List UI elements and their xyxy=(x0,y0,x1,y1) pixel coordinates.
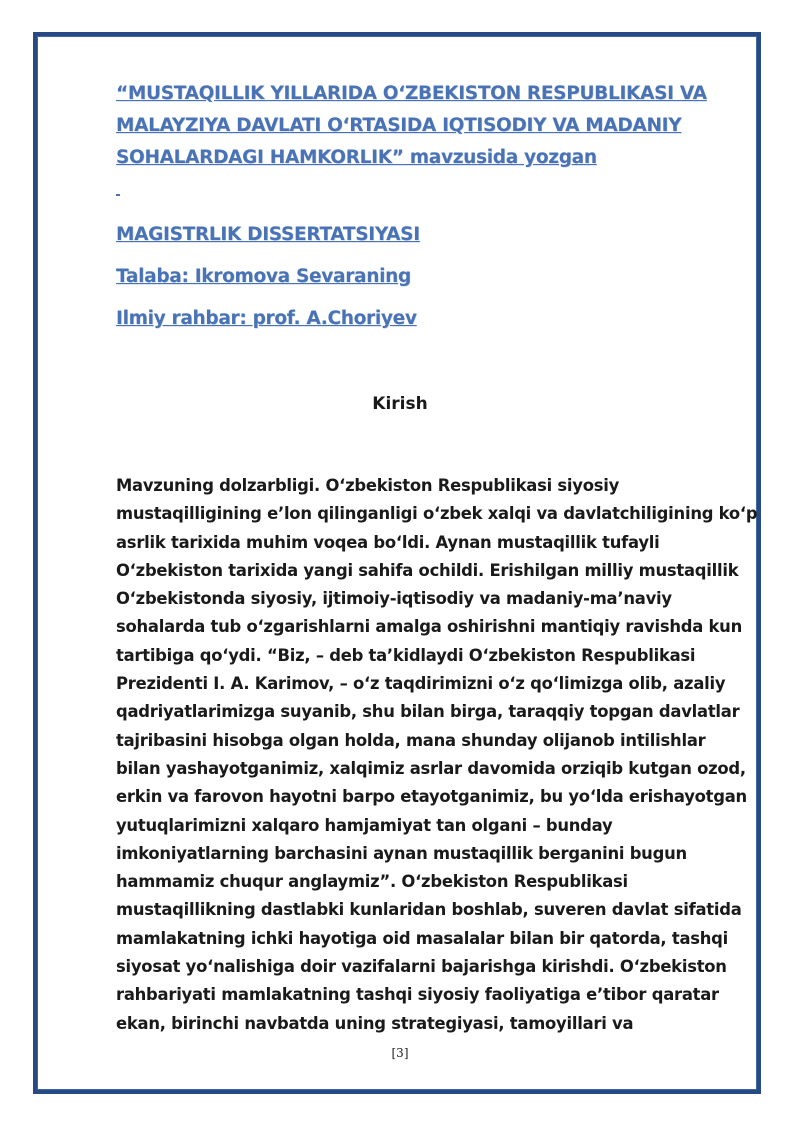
body-line: mustaqillikning dastlabki kunlaridan boshlab, suveren davlat sifatida xyxy=(116,900,742,920)
page-number: [3] xyxy=(391,1046,409,1060)
body-line: tajribasini hisobga olgan holda, mana shunday olijanob intilishlar xyxy=(116,730,706,750)
thesis-title-link[interactable] xyxy=(116,78,756,174)
doc-type-link[interactable]: MAGISTRLIK DISSERTATSIYASI xyxy=(116,224,420,245)
body-line: asrlik tarixida muhim voqea bo‘ldi. Aynan mustaqillik tufayli xyxy=(116,532,660,552)
body-paragraph xyxy=(116,472,758,1038)
supervisor-link[interactable]: Ilmiy rahbar: prof. A.Choriyev xyxy=(116,308,417,329)
section-heading: Kirish xyxy=(372,394,428,414)
body-line: mamlakatning ichki hayotiga oid masalalar bilan bir qatorda, tashqi xyxy=(116,928,729,948)
body-line: imkoniyatlarning barchasini aynan mustaqillik berganini bugun xyxy=(116,843,687,863)
body-line: yutuqlarimizni xalqaro hamjamiyat tan olgani – bunday xyxy=(116,815,613,835)
body-line: hammamiz chuqur anglaymiz”. O‘zbekiston Respublikasi xyxy=(116,872,628,892)
body-line: tartibiga qo‘ydi. “Biz, – deb ta’kidlaydi O‘zbekiston Respublikasi xyxy=(116,645,696,665)
student-link[interactable]: Talaba: Ikromova Sevaraning xyxy=(116,266,411,287)
title-line-3: SOHALARDAGI HAMKORLIK” mavzusida yozgan xyxy=(116,147,597,168)
body-line: rahbariyati mamlakatning tashqi siyosiy faoliyatiga e’tibor qaratar xyxy=(116,985,719,1005)
title-line-1: “MUSTAQILLIK YILLARIDA O‘ZBEKISTON RESPUBLIKASI VA xyxy=(116,83,707,104)
body-line: sohalarda tub o‘zgarishlarni amalga oshirishni mantiqiy ravishda kun xyxy=(116,617,743,637)
body-line: mustaqilligining e’lon qilinganligi o‘zbek xalqi va davlatchiligining ko‘p xyxy=(116,504,758,524)
body-line: qadriyatlarimizga suyanib, shu bilan birga, taraqqiy topgan davlatlar xyxy=(116,702,740,722)
title-line-2: MALAYZIYA DAVLATI O‘RTASIDA IQTISODIY VA MADANIY xyxy=(116,115,682,136)
title-block xyxy=(116,78,756,334)
body-line: ekan, birinchi navbatda uning strategiyasi, tamoyillari va xyxy=(116,1013,634,1033)
body-line: O‘zbekiston tarixida yangi sahifa ochildi. Erishilgan milliy mustaqillik xyxy=(116,560,739,580)
body-line: erkin va farovon hayotni barpo etayotganimiz, bu yo‘lda erishayotgan xyxy=(116,787,747,807)
body-line: O‘zbekistonda siyosiy, ijtimoiy-iqtisodiy va madaniy-ma’naviy xyxy=(116,589,672,609)
body-line: Mavzuning dolzarbligi. O‘zbekiston Respublikasi siyosiy xyxy=(116,476,620,495)
body-line: bilan yashayotganimiz, xalqimiz asrlar davomida orziqib kutgan ozod, xyxy=(116,758,746,778)
empty-link-mark xyxy=(116,192,120,196)
body-line: siyosat yo‘nalishiga doir vazifalarni bajarishga kirishdi. O‘zbekiston xyxy=(116,957,727,977)
body-line: Prezidenti I. A. Karimov, – o‘z taqdirimizni o‘z qo‘limizga olib, azaliy xyxy=(116,674,726,694)
